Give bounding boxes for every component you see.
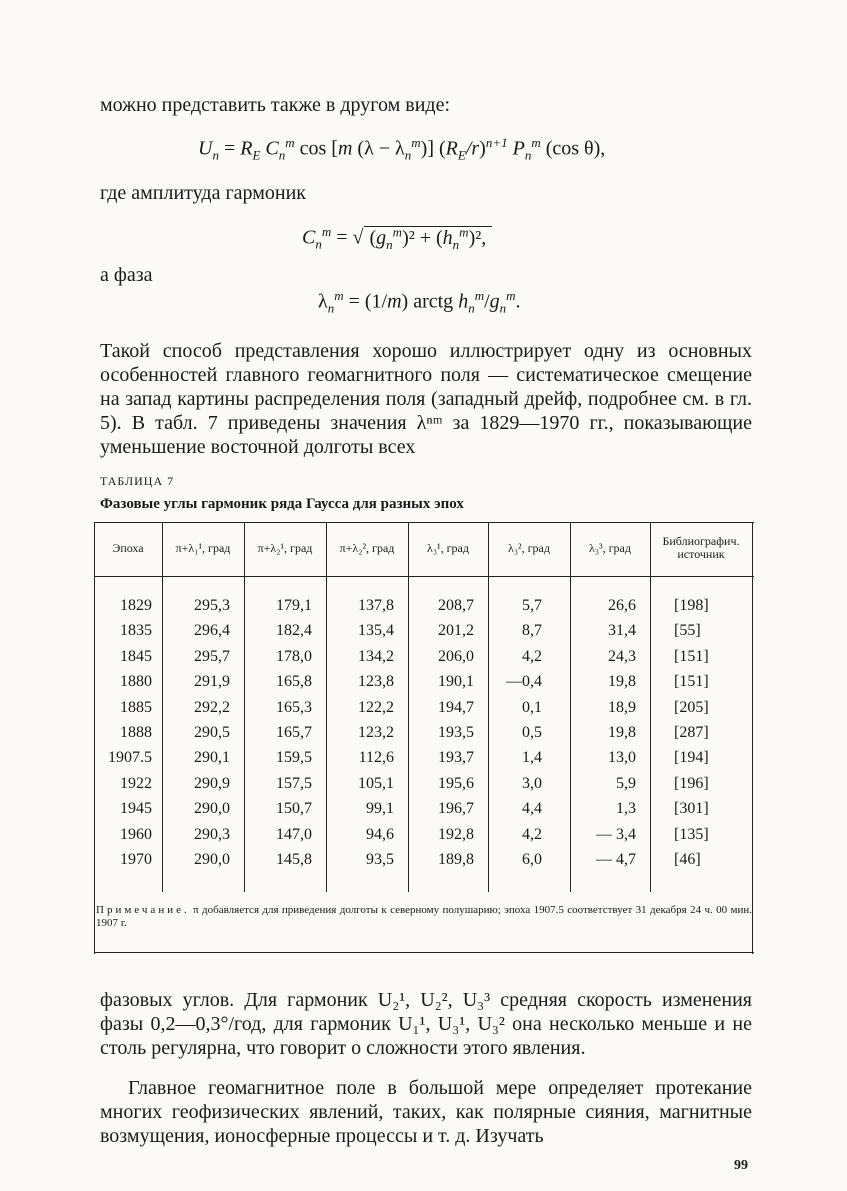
table-cell: 1880 — [120, 673, 152, 691]
equation-phase: $\lambda_n^m = (1/m)$ arctg $h_n^m/g_n^m$. — [318, 288, 521, 316]
table-cell: 5,7 — [522, 597, 542, 614]
table-note — [96, 904, 752, 930]
table-cell: 165,8 — [276, 673, 312, 691]
table-cell: 1835 — [120, 622, 152, 640]
table-cell: 18,9 — [608, 698, 636, 716]
table-cell: [46] — [674, 851, 701, 868]
table-caption: ТАБЛИЦА 7 — [100, 474, 175, 488]
table-cell: 3,0 — [522, 774, 542, 792]
table-border-right — [752, 522, 753, 954]
table-cell: 13,0 — [608, 749, 636, 767]
table-cell: 178,0 — [276, 647, 312, 665]
table-cell: [135] — [674, 825, 709, 843]
table-cell: 147,0 — [276, 825, 312, 843]
table-cell: —0,4 — [506, 673, 542, 691]
table-cell: [196] — [674, 774, 709, 792]
table-header-rule — [94, 576, 754, 577]
table-header-cell: Эпоха — [112, 540, 144, 555]
table-cell: 290,0 — [194, 800, 230, 818]
table-cell: [301] — [674, 800, 709, 818]
table-title: Фазовые углы гармоник ряда Гаусса для разных эпох — [100, 496, 464, 512]
table-note-label: Примечание. — [96, 904, 190, 916]
table-header-cell: Библиографич. источник — [662, 534, 740, 561]
table-cell: 26,6 — [608, 597, 636, 614]
table-cell: 123,2 — [358, 724, 394, 741]
table-cell: 296,4 — [194, 622, 230, 640]
table-cell: 195,6 — [438, 774, 474, 792]
table-cell: 1829 — [120, 597, 152, 614]
table-cell: 0,5 — [522, 724, 542, 741]
table-cell: 8,7 — [522, 622, 542, 640]
table-cell: 1885 — [120, 698, 152, 716]
table-cell: — 3,4 — [596, 825, 636, 843]
table-cell: 1888 — [120, 724, 152, 741]
table-cell: 135,4 — [358, 622, 394, 640]
table-cell: 208,7 — [438, 597, 474, 614]
table-cell: 5,9 — [616, 774, 636, 792]
table-cell: 0,1 — [522, 698, 542, 716]
table-cell: 165,3 — [276, 698, 312, 716]
table-cell: 295,7 — [194, 647, 230, 665]
table-cell: 150,7 — [276, 800, 312, 818]
table-cell: 196,7 — [438, 800, 474, 818]
table-cell: 292,2 — [194, 698, 230, 716]
table-header-cell: λ₃¹, град — [427, 540, 469, 555]
table-cell: — 4,7 — [596, 851, 636, 868]
table-header-cell: π+λ₂², град — [339, 540, 395, 555]
table-cell: 206,0 — [438, 647, 474, 665]
table-cell: 145,8 — [276, 851, 312, 868]
table-cell: 4,2 — [522, 647, 542, 665]
table-cell: 193,7 — [438, 749, 474, 767]
paragraph-main-field: Главное геомагнитное поле в большой мере определяет протекание многих геофизических явлений, таких, как полярные сияния, магнитные возмущения, ионосферные процессы и т. д. Изучать — [100, 1077, 752, 1147]
table-header-cell: π+λ₁¹, град — [175, 540, 231, 555]
table-cell: [198] — [674, 597, 709, 614]
phase-angle-table — [94, 522, 754, 956]
table-cell: [287] — [674, 724, 709, 741]
table-cell: 1907.5 — [108, 749, 152, 767]
table-cell: 93,5 — [366, 851, 394, 868]
table-cell: 4,2 — [522, 825, 542, 843]
table-header-cell: λ₃², град — [508, 540, 550, 555]
paragraph-phase-rate: фазовых углов. Для гармоник U₂¹, U₂², U₃³ средняя скорость изменения фазы 0,2—0,3°/год, для гармоник U₁¹, U₃¹, U₃² она несколько меньше и не столь регулярна, что говорит о сложности этого явления. — [100, 989, 752, 1059]
table-cell: 1945 — [120, 800, 152, 818]
table-cell: 1845 — [120, 647, 152, 665]
table-note-text: π добавляется для приведения долготы к северному полушарию; эпоха 1907.5 соответствует 31 декабря 24 ч. 00 мин. 1907 г. — [96, 904, 753, 929]
table-cell: 1970 — [120, 851, 152, 868]
table-cell: 290,5 — [194, 724, 230, 741]
text-line-intro: можно представить также в другом виде: — [100, 94, 451, 116]
table-header-cell: λ₃³, град — [589, 540, 631, 555]
table-cell: 201,2 — [438, 622, 474, 640]
text-line-phase: а фаза — [100, 264, 153, 286]
table-cell: 290,1 — [194, 749, 230, 767]
table-header-cell: π+λ₂¹, град — [257, 540, 313, 555]
text-line-amplitude: где амплитуда гармоник — [100, 182, 307, 204]
table-cell: 290,3 — [194, 825, 230, 843]
table-cell: [151] — [674, 647, 709, 665]
table-cell: [55] — [674, 622, 701, 640]
table-cell: [151] — [674, 673, 709, 691]
table-cell: 194,7 — [438, 698, 474, 716]
equation-amplitude: $C_n^m$ = √ $(g_n^m)^2 + (h_n^m)^2$, — [302, 224, 492, 253]
table-cell: 134,2 — [358, 647, 394, 665]
table-cell: 122,2 — [358, 698, 394, 716]
table-cell: 24,3 — [608, 647, 636, 665]
table-cell: 6,0 — [522, 851, 542, 868]
table-cell: 31,4 — [608, 622, 636, 640]
table-cell: [194] — [674, 749, 709, 767]
table-cell: 189,8 — [438, 851, 474, 868]
table-cell: 1922 — [120, 774, 152, 792]
table-cell: 159,5 — [276, 749, 312, 767]
table-cell: 179,1 — [276, 597, 312, 614]
table-cell: 19,8 — [608, 724, 636, 741]
table-cell: 1,3 — [616, 800, 636, 818]
table-cell: 192,8 — [438, 825, 474, 843]
table-cell: 19,8 — [608, 673, 636, 691]
table-cell: 123,8 — [358, 673, 394, 691]
table-cell: 1960 — [120, 825, 152, 843]
table-cell: 99,1 — [366, 800, 394, 818]
table-cell: 193,5 — [438, 724, 474, 741]
table-cell: 105,1 — [358, 774, 394, 792]
equation-potential: $U_n = R_E$ $C_n^m$ cos [m $(\lambda - \lambda_n^m)$] $(R_E/r)^{n+1}$ $P_n^m$ (cos θ), — [198, 135, 606, 163]
table-cell: 4,4 — [522, 800, 542, 818]
table-cell: 94,6 — [366, 825, 394, 843]
table-cell: 1,4 — [522, 749, 542, 767]
table-cell: 137,8 — [358, 597, 394, 614]
paragraph-western-drift: Такой способ представления хорошо иллюстрирует одну из основных особенностей главного геомагнитного поля — систематическое смещение на запад картины распределения поля (западный дрейф, подробнее см. в гл. 5). В табл. 7 приведены значения λⁿᵐ за 1829—1970 гг., показывающие уменьшение восточной долготы всех — [100, 340, 752, 458]
table-cell: 295,3 — [194, 597, 230, 614]
table-cell: 290,0 — [194, 851, 230, 868]
table-cell: 190,1 — [438, 673, 474, 691]
table-cell: 291,9 — [194, 673, 230, 691]
table-cell: 182,4 — [276, 622, 312, 640]
table-cell: 112,6 — [358, 749, 394, 767]
table-cell: [205] — [674, 698, 709, 716]
table-bottom-rule — [94, 952, 754, 953]
table-cell: 157,5 — [276, 774, 312, 792]
table-cell: 290,9 — [194, 774, 230, 792]
table-cell: 165,7 — [276, 724, 312, 741]
page-number: 99 — [734, 1158, 748, 1173]
